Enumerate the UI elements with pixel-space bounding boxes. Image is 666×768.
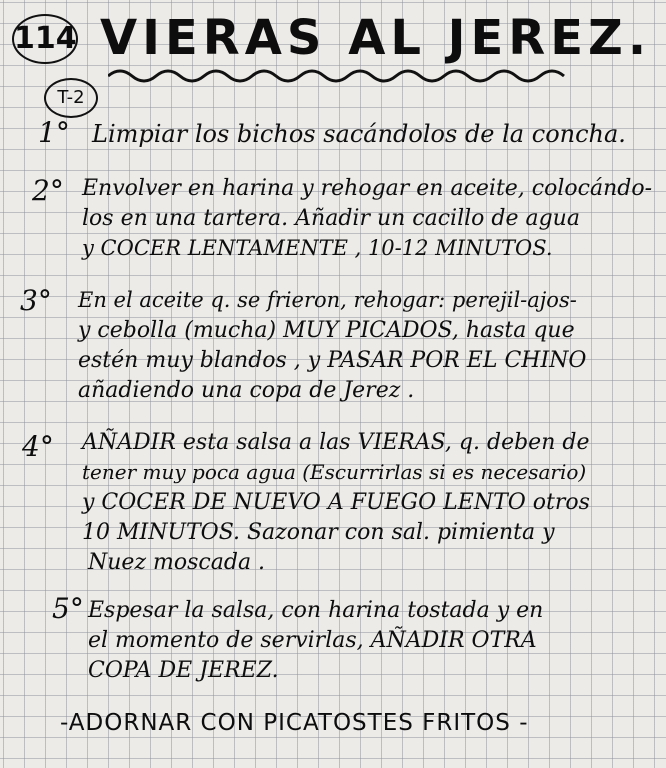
step-2-line-3: y COCER LENTAMENTE , 10-12 MINUTOS. [82, 236, 553, 260]
step-5-line-3: COPA DE JEREZ. [88, 658, 279, 683]
step-4-line-3: y COCER DE NUEVO A FUEGO LENTO otros [82, 490, 590, 515]
step-4-line-2: tener muy poca agua (Escurrirlas si es necesario) [82, 460, 587, 484]
step-3-line-3: estén muy blandos , y PASAR POR EL CHINO [78, 348, 587, 373]
garnish-note: -ADORNAR CON PICATOSTES FRITOS - [60, 710, 529, 736]
step-5-number: 5° [52, 592, 84, 625]
step-2-line-2: los en una tartera. Añadir un cacillo de agua [82, 206, 580, 231]
step-3-line-2: y cebolla (mucha) MUY PICADOS, hasta que [78, 318, 575, 343]
step-3-line-4: añadiendo una copa de Jerez . [78, 378, 415, 403]
step-4-line-5: Nuez moscada . [88, 550, 266, 575]
title-underline-wave [108, 64, 578, 88]
step-4-line-1: AÑADIR esta salsa a las VIERAS, q. deben de [82, 430, 590, 455]
step-3-number: 3° [20, 284, 52, 317]
step-5-line-2: el momento de servirlas, AÑADIR OTRA [88, 628, 537, 653]
step-1-line-1: Limpiar los bichos sacándolos de la concha. [92, 120, 626, 148]
tab-badge: T-2 [44, 78, 98, 118]
step-2-number: 2° [32, 174, 64, 207]
step-3-line-1: En el aceite q. se frieron, rehogar: perejil-ajos- [78, 288, 577, 312]
step-4-line-4: 10 MINUTOS. Sazonar con sal. pimienta y [82, 520, 555, 545]
step-5-line-1: Espesar la salsa, con harina tostada y en [88, 598, 544, 623]
step-4-number: 4° [22, 430, 54, 463]
recipe-title: VIERAS AL JEREZ. [100, 10, 652, 66]
step-2-line-1: Envolver en harina y rehogar en aceite, colocándo- [82, 176, 653, 201]
step-1-number: 1° [38, 116, 70, 149]
recipe-number-badge: 114 [12, 14, 78, 64]
